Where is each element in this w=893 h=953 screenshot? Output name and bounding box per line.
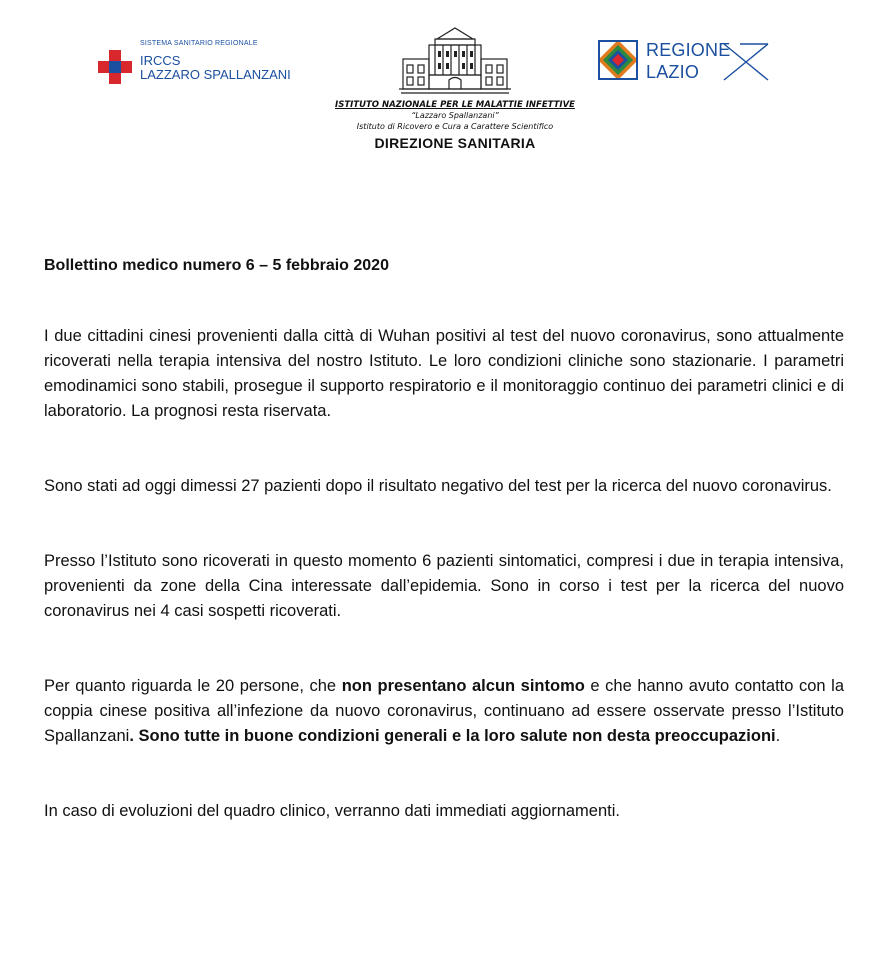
lazio-text: LAZIO bbox=[646, 62, 700, 82]
chevron-lines-icon bbox=[720, 40, 772, 84]
paragraph-updates: In caso di evoluzioni del quadro clinico, verranno dati immediati aggiornamenti. bbox=[44, 802, 620, 820]
department-title: DIREZIONE SANITARIA bbox=[374, 135, 536, 151]
letterhead bbox=[0, 0, 893, 175]
building-icon bbox=[399, 25, 511, 97]
contacts-text-2: e che hanno avuto contatto con la coppia cinese positiva all’infezione da nuovo coronavirus, continuano ad essere osservate presso l’Istituto Spallanzani bbox=[44, 677, 844, 745]
paragraph-discharged: Sono stati ad oggi dimessi 27 pazienti dopo il risultato negativo del test per la ricerca del nuovo coronavirus. bbox=[44, 477, 832, 495]
logo-spallanzani-text: LAZZARO SPALLANZANI bbox=[140, 67, 291, 82]
institute-emblem bbox=[300, 25, 610, 170]
regione-text: REGIONE bbox=[646, 40, 731, 60]
bulletin-title: Bollettino medico numero 6 – 5 febbraio 2020 bbox=[44, 257, 389, 274]
paragraph-hospitalized: Presso l’Istituto sono ricoverati in questo momento 6 pazienti sintomatici, compresi i due in terapia intensiva, provenienti da zone della Cina interessate dall’epidemia. Sono in corso i test per la ricerca del nuovo coronavirus nei 4 casi sospetti ricoverati. bbox=[44, 552, 844, 620]
logo-irccs-text: IRCCS bbox=[140, 53, 181, 68]
institute-description: Istituto di Ricovero e Cura a Carattere Scientifico bbox=[356, 122, 554, 131]
contacts-text-3: . bbox=[775, 727, 781, 745]
spallanzani-logo bbox=[98, 38, 308, 98]
contacts-bold-1: non presentano alcun sintomo bbox=[341, 677, 585, 695]
logo-system-text: SISTEMA SANITARIO REGIONALE bbox=[140, 40, 258, 47]
contacts-text-1: Per quanto riguarda le 20 persone, che bbox=[44, 677, 342, 695]
regione-emblem-icon bbox=[596, 38, 640, 82]
contacts-bold-2: . Sono tutte in buone condizioni generali e la loro salute non desta preoccupazioni bbox=[129, 727, 776, 745]
red-cross-icon bbox=[98, 50, 132, 84]
institute-subtitle: “Lazzaro Spallanzani” bbox=[411, 111, 499, 120]
bulletin-body bbox=[44, 255, 844, 824]
paragraph-icu-patients: I due cittadini cinesi provenienti dalla città di Wuhan positivi al test del nuovo coronavirus, sono attualmente ricoverati nella terapia intensiva del nostro Istituto. Le loro condizioni cliniche sono stazionarie. I parametri emodinamici sono stabili, prosegue il supporto respiratorio e il monitoraggio continuo dei parametri clinici e di laboratorio. La prognosi resta riservata. bbox=[44, 327, 844, 420]
regione-lazio-logo bbox=[596, 38, 776, 88]
paragraph-contacts bbox=[44, 674, 844, 749]
institute-name: ISTITUTO NAZIONALE PER LE MALATTIE INFETTIVE bbox=[335, 100, 575, 110]
